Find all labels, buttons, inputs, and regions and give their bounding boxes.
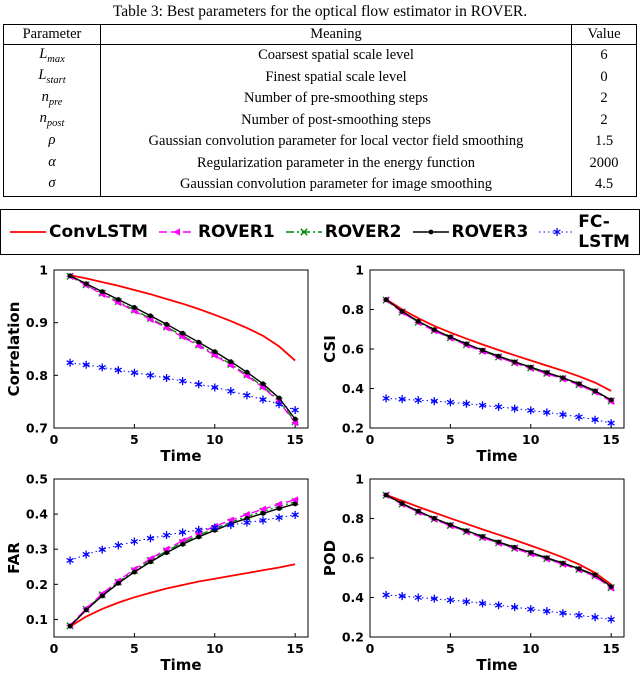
table-row (4, 109, 637, 131)
svg-text:POD: POD (321, 539, 339, 576)
svg-text:Correlation: Correlation (5, 301, 23, 396)
meaning-cell: Coarsest spatial scale level (258, 47, 414, 64)
charts-grid (0, 263, 640, 677)
svg-text:0.1: 0.1 (25, 611, 48, 627)
svg-text:0.2: 0.2 (341, 629, 364, 645)
svg-text:5: 5 (130, 431, 139, 447)
svg-text:15: 15 (286, 640, 304, 656)
chart-csi (320, 263, 636, 468)
value-cell: 2 (572, 88, 637, 110)
legend-line-sample-rover2 (284, 222, 324, 242)
meaning-cell: Regularization parameter in the energy function (197, 154, 475, 171)
param-symbol: α (48, 153, 56, 170)
param-subscript: max (47, 53, 65, 65)
value-cell: 2000 (572, 153, 637, 175)
svg-text:5: 5 (130, 640, 139, 656)
svg-text:Time: Time (160, 655, 202, 674)
svg-text:0.6: 0.6 (341, 341, 364, 357)
param-cell (4, 109, 101, 131)
table-caption: Table 3: Best parameters for the optical flow estimator in ROVER. (112, 3, 528, 20)
param-symbol: n (41, 88, 49, 105)
meaning-cell: Gaussian convolution parameter for image smoothing (179, 176, 493, 193)
value-cell: 4.5 (572, 174, 637, 196)
table-row (4, 88, 637, 110)
svg-text:0: 0 (49, 640, 59, 656)
chart-legend (0, 209, 640, 255)
legend-item-rover1 (157, 222, 275, 242)
legend-label: FC-LSTM (578, 211, 630, 252)
svg-text:0.3: 0.3 (25, 541, 48, 557)
param-subscript: post (46, 118, 65, 130)
param-cell (4, 88, 101, 110)
table-row (4, 66, 637, 88)
header-parameter: Parameter (4, 25, 101, 45)
svg-text:5: 5 (446, 640, 455, 656)
svg-text:15: 15 (602, 431, 620, 447)
svg-text:Time: Time (160, 446, 202, 465)
svg-text:10: 10 (522, 640, 540, 656)
param-cell (4, 174, 101, 196)
legend-line-sample-rover1 (157, 222, 197, 242)
svg-text:0.4: 0.4 (341, 589, 364, 605)
table-row (4, 44, 637, 66)
value-cell: 2 (572, 109, 637, 131)
svg-text:0.8: 0.8 (25, 367, 48, 383)
param-symbol: n (39, 110, 47, 127)
svg-text:0.7: 0.7 (25, 420, 48, 436)
param-symbol: L (38, 67, 47, 84)
legend-item-fclstm (537, 212, 632, 252)
meaning-cell: Number of pre-smoothing steps (243, 90, 429, 107)
svg-text:5: 5 (446, 431, 455, 447)
svg-text:1: 1 (355, 471, 364, 487)
legend-label: ROVER2 (324, 221, 402, 242)
param-cell (4, 44, 101, 66)
svg-text:Time: Time (476, 655, 518, 674)
svg-text:0.2: 0.2 (341, 420, 364, 436)
table-row (4, 174, 637, 196)
param-cell (4, 153, 101, 175)
svg-text:Time: Time (476, 446, 518, 465)
legend-label: ROVER1 (197, 221, 275, 242)
svg-text:1: 1 (355, 262, 364, 278)
svg-text:0.8: 0.8 (341, 301, 364, 317)
svg-text:FAR: FAR (5, 541, 23, 574)
meaning-cell: Number of post-smoothing steps (241, 111, 431, 128)
meaning-cell: Gaussian convolution parameter for local vector field smoothing (148, 133, 524, 150)
svg-text:0.2: 0.2 (25, 576, 48, 592)
value-cell: 6 (572, 44, 637, 66)
param-cell (4, 66, 101, 88)
legend-label: ROVER3 (451, 221, 529, 242)
parameters-table (3, 24, 637, 197)
header-meaning: Meaning (101, 25, 572, 45)
svg-text:10: 10 (206, 431, 224, 447)
svg-text:CSI: CSI (321, 334, 339, 363)
svg-text:10: 10 (206, 640, 224, 656)
table-row (4, 131, 637, 153)
svg-text:1: 1 (39, 262, 48, 278)
meaning-cell: Finest spatial scale level (265, 68, 407, 85)
svg-text:0.8: 0.8 (341, 510, 364, 526)
param-symbol: ρ (48, 131, 56, 148)
legend-line-sample-fclstm (537, 222, 577, 242)
legend-line-sample-rover3 (411, 222, 451, 242)
chart-pod (320, 472, 636, 677)
legend-line-sample-convlstm (8, 222, 48, 242)
svg-text:0: 0 (365, 431, 375, 447)
svg-text:0.9: 0.9 (25, 314, 48, 330)
svg-text:10: 10 (522, 431, 540, 447)
results-figure (0, 209, 640, 677)
chart-correlation (4, 263, 320, 468)
param-subscript: start (46, 75, 66, 87)
legend-item-rover2 (284, 222, 402, 242)
svg-text:15: 15 (286, 431, 304, 447)
param-cell (4, 131, 101, 153)
value-cell: 1.5 (572, 131, 637, 153)
legend-label: ConvLSTM (49, 221, 148, 242)
chart-far (4, 472, 320, 677)
svg-text:0: 0 (49, 431, 59, 447)
table-row (4, 153, 637, 175)
table-header-row (4, 25, 637, 45)
legend-item-convlstm (8, 222, 148, 242)
svg-text:0.6: 0.6 (341, 550, 364, 566)
legend-item-rover3 (411, 222, 529, 242)
param-subscript: pre (48, 96, 63, 108)
header-value: Value (572, 25, 637, 45)
svg-text:0: 0 (365, 640, 375, 656)
svg-text:0.4: 0.4 (341, 380, 364, 396)
param-symbol: L (39, 45, 48, 62)
svg-text:0.5: 0.5 (25, 471, 48, 487)
param-symbol: σ (48, 175, 56, 192)
svg-text:15: 15 (602, 640, 620, 656)
svg-text:0.4: 0.4 (25, 506, 48, 522)
value-cell: 0 (572, 66, 637, 88)
